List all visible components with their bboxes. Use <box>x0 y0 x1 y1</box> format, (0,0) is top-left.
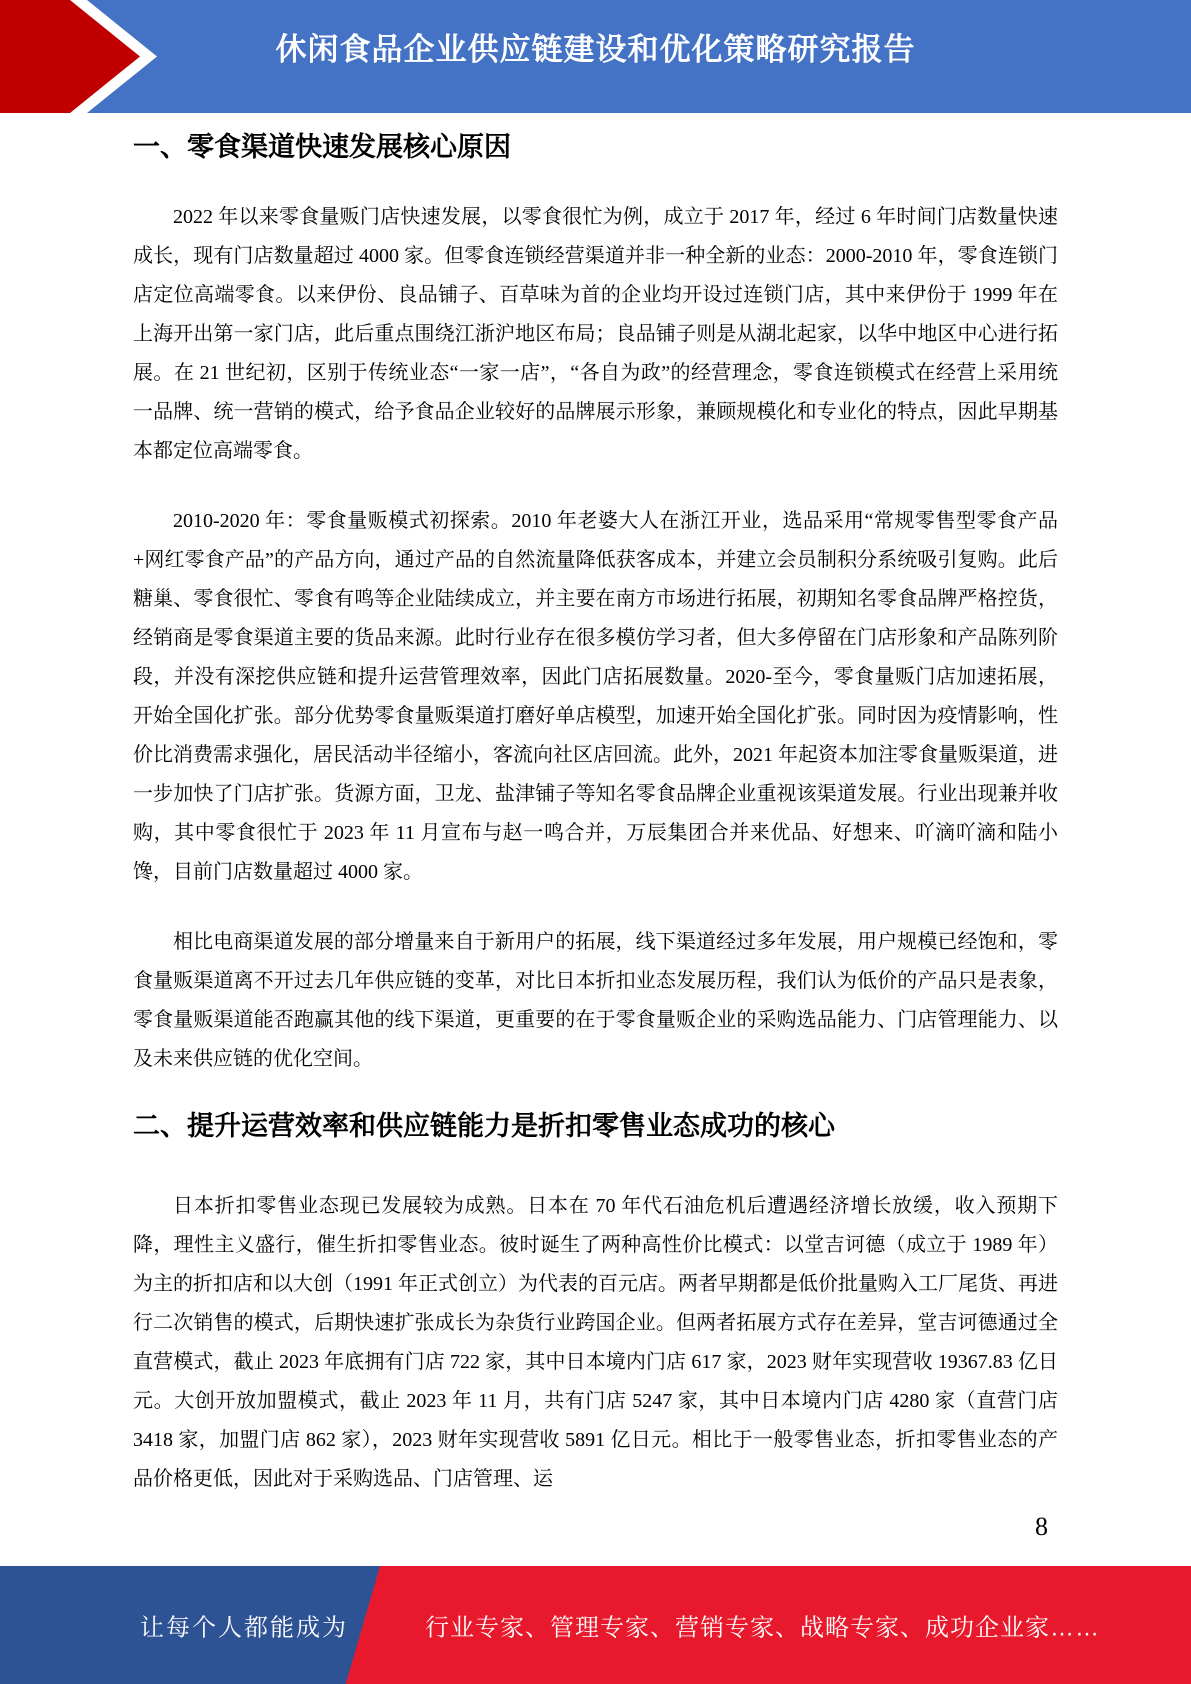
page-header <box>0 0 1191 113</box>
section-2-heading: 二、提升运营效率和供应链能力是折扣零售业态成功的核心 <box>133 1111 835 1141</box>
document-body <box>133 113 1058 1515</box>
page-number: 8 <box>1035 1512 1048 1541</box>
paragraph: 相比电商渠道发展的部分增量来自于新用户的拓展，线下渠道经过多年发展，用户规模已经饱和，零食量贩渠道离不开过去几年供应链的变革，对比日本折扣业态发展历程，我们认为低价的产品只是表象，零食量贩渠道能否跑赢其他的线下渠道，更重要的在于零食量贩企业的采购选品能力、门店管理能力、以及未来供应链的优化空间。 <box>133 931 1058 1070</box>
page-footer <box>0 1566 1191 1684</box>
footer-slogan-right: 行业专家、管理专家、营销专家、战略专家、成功企业家…… <box>425 1614 1100 1642</box>
paragraph: 2010-2020 年：零食量贩模式初探索。2010 年老婆大人在浙江开业，选品采用“常规零售型零食产品+网红零食产品”的产品方向，通过产品的自然流量降低获客成本，并建立会员制积分系统吸引复购。此后糖巢、零食很忙、零食有鸣等企业陆续成立，并主要在南方市场进行拓展，初期知名零食品牌严格控货，经销商是零食渠道主要的货品来源。此时行业存在很多模仿学习者，但大多停留在门店形象和产品陈列阶段，并没有深挖供应链和提升运营管理效率，因此门店拓展数量。2020-至今，零食量贩门店加速拓展，开始全国化扩张。部分优势零食量贩渠道打磨好单店模型，加速开始全国化扩张。同时因为疫情影响，性价比消费需求强化，居民活动半径缩小，客流向社区店回流。此外，2021 年起资本加注零食量贩渠道，进一步加快了门店扩张。货源方面，卫龙、盐津铺子等知名零食品牌企业重视该渠道发展。行业出现兼并收购，其中零食很忙于 2023 年 11 月宣布与赵一鸣合并，万辰集团合并来优品、好想来、吖滴吖滴和陆小馋，目前门店数量超过 4000 家。 <box>133 510 1058 883</box>
paragraph: 日本折扣零售业态现已发展较为成熟。日本在 70 年代石油危机后遭遇经济增长放缓，收入预期下降，理性主义盛行，催生折扣零售业态。彼时诞生了两种高性价比模式：以堂吉诃德（成立于 1989 年）为主的折扣店和以大创（1991 年正式创立）为代表的百元店。两者早期都是低价批量购入工厂尾货、再进行二次销售的模式，后期快速扩张成长为杂货行业跨国企业。但两者拓展方式存在差异，堂吉诃德通过全直营模式，截止 2023 年底拥有门店 722 家，其中日本境内门店 617 家，2023 财年实现营收 19367.83 亿日元。大创开放加盟模式，截止 2023 年 11 月，共有门店 5247 家，其中日本境内门店 4280 家（直营门店 3418 家，加盟门店 862 家），2023 财年实现营收 5891 亿日元。相比于一般零售业态，折扣零售业态的产品价格更低，因此对于采购选品、门店管理、运 <box>133 1195 1058 1490</box>
section-1-heading: 一、零食渠道快速发展核心原因 <box>133 132 511 162</box>
footer-slogan-left: 让每个人都能成为 <box>140 1614 348 1642</box>
report-title: 休闲食品企业供应链建设和优化策略研究报告 <box>275 32 916 67</box>
paragraph: 2022 年以来零食量贩门店快速发展，以零食很忙为例，成立于 2017 年，经过 6 年时间门店数量快速成长，现有门店数量超过 4000 家。但零食连锁经营渠道并非一种全新的业态：2000-2010 年，零食连锁门店定位高端零食。以来伊份、良品铺子、百草味为首的企业均开设过连锁门店，其中来伊份于 1999 年在上海开出第一家门店，此后重点围绕江浙沪地区布局；良品铺子则是从湖北起家，以华中地区中心进行拓展。在 21 世纪初，区别于传统业态“一家一店”，“各自为政”的经营理念，零食连锁模式在经营上采用统一品牌、统一营销的模式，给予食品企业较好的品牌展示形象，兼顾规模化和专业化的特点，因此早期基本都定位高端零食。 <box>133 206 1058 462</box>
